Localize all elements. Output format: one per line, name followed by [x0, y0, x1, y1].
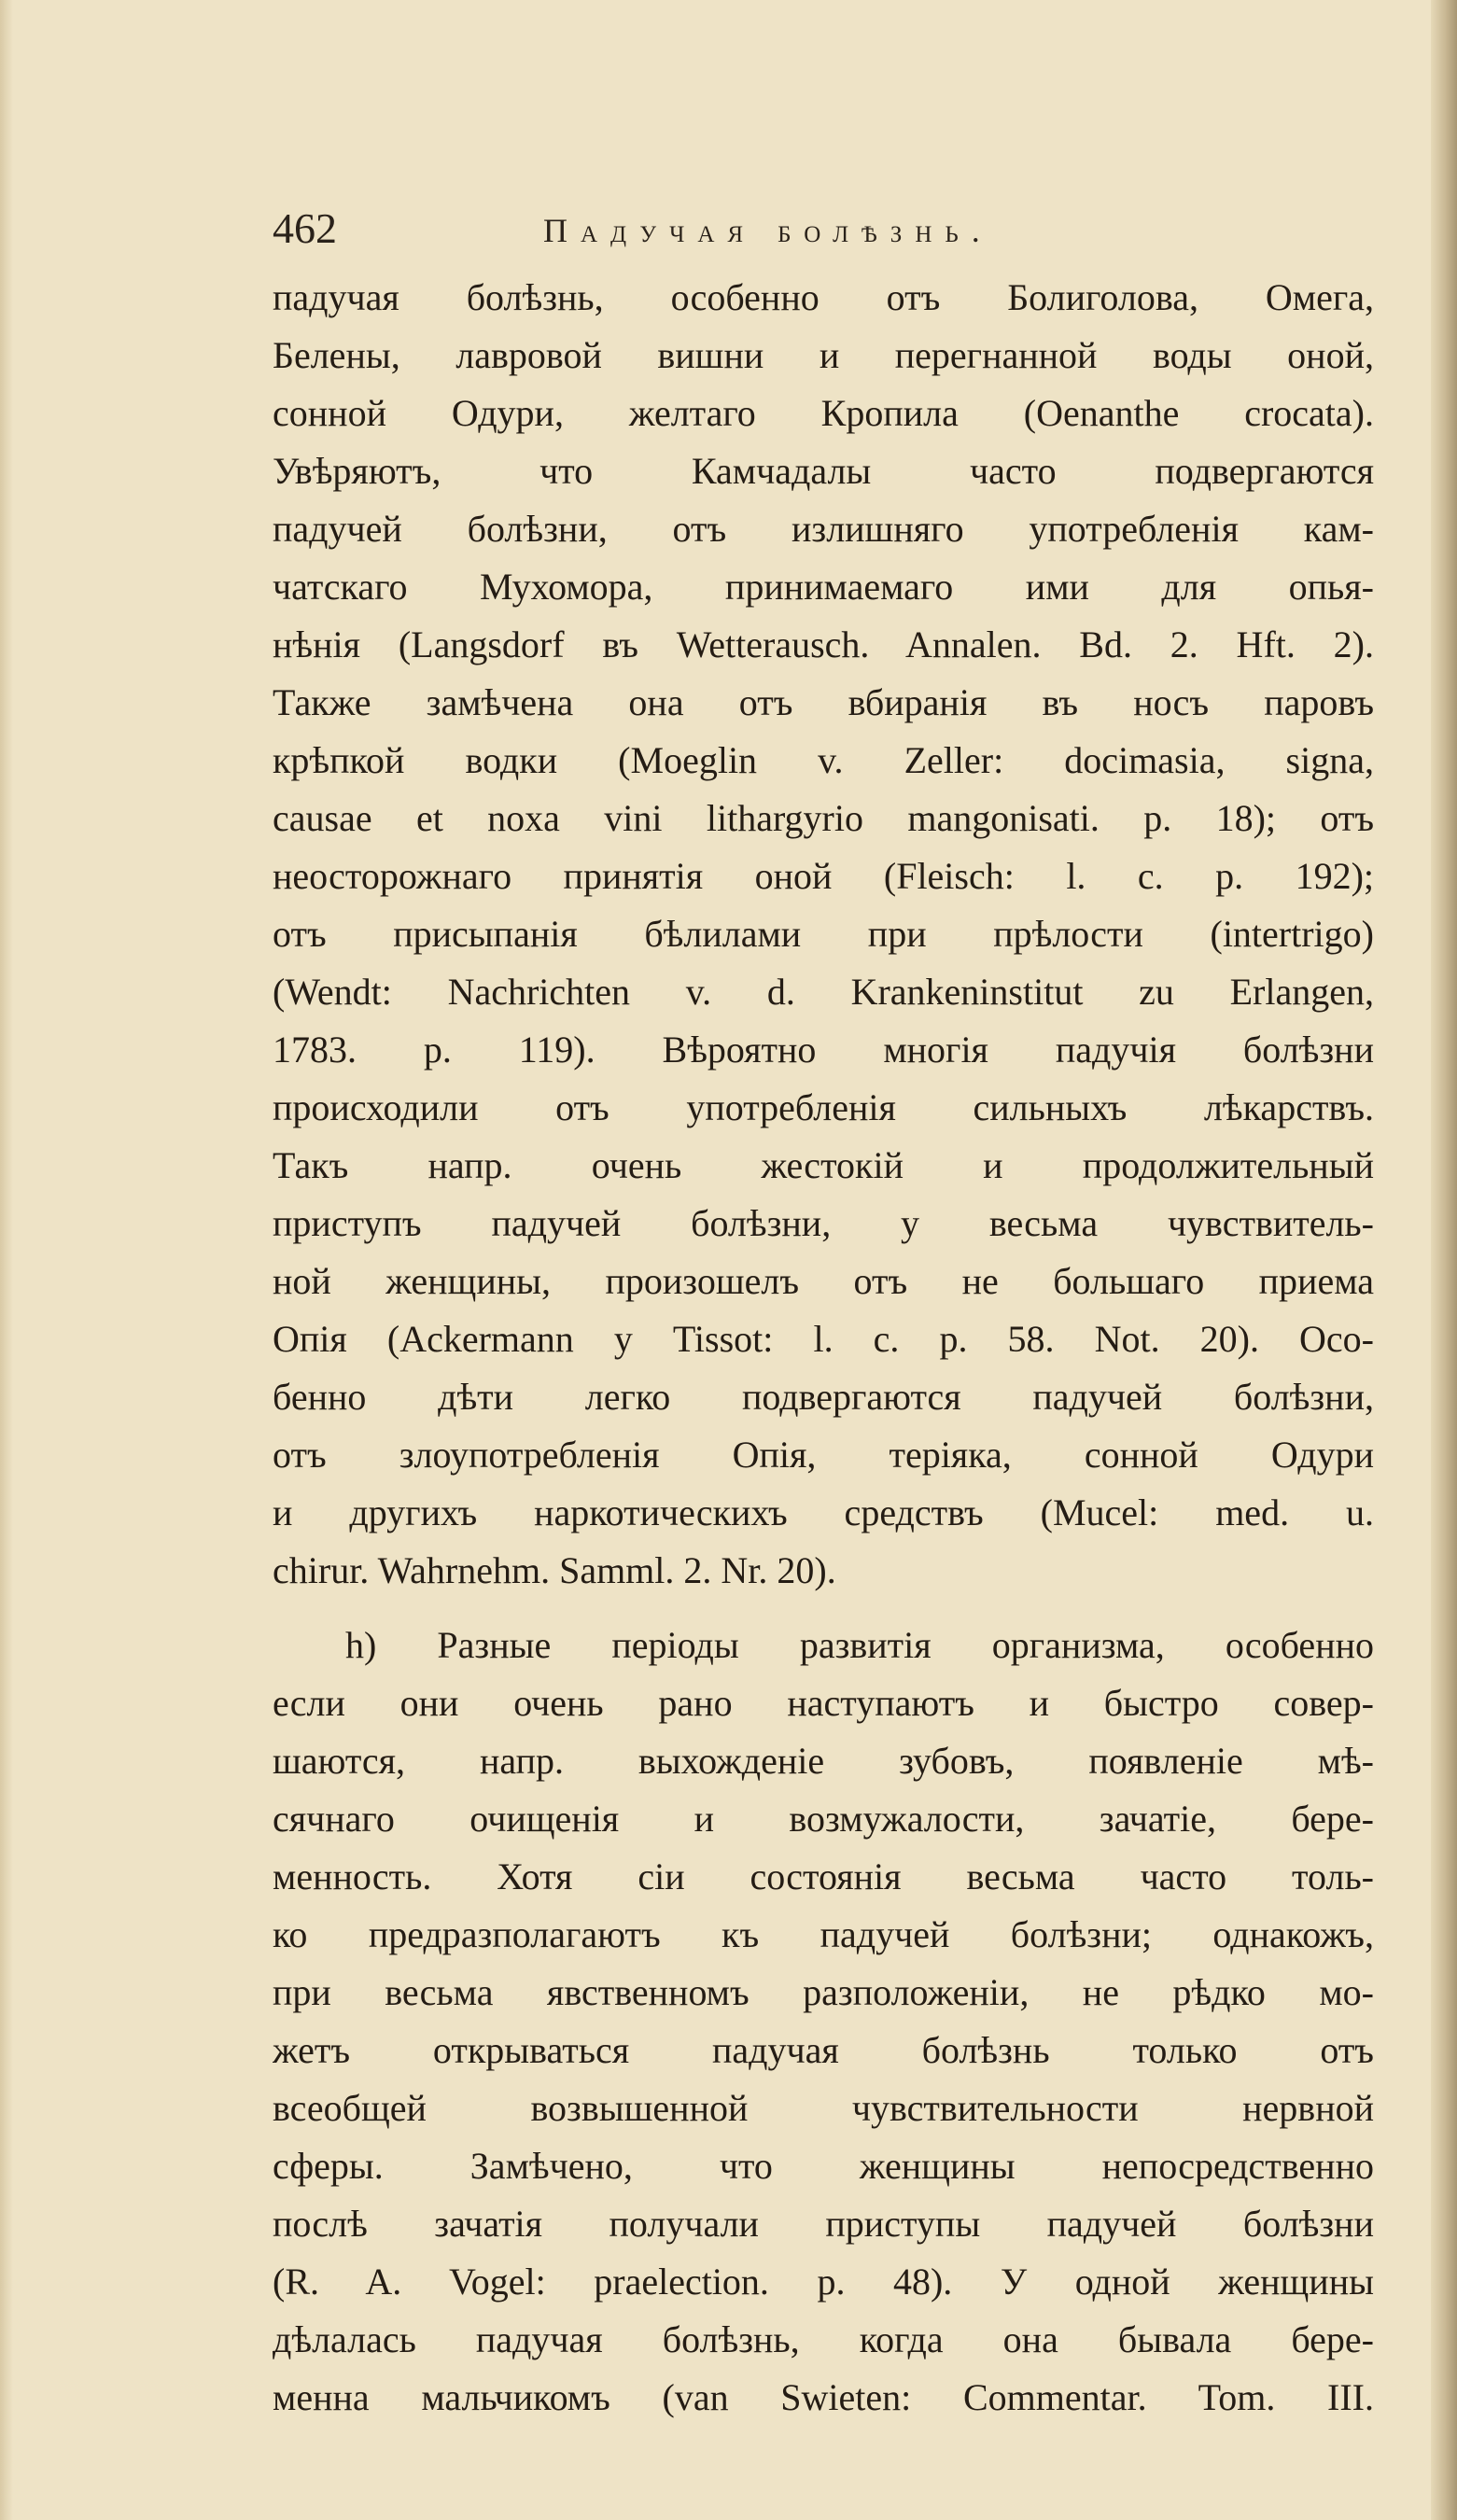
text-line: Опія (Ackermann у Tissot: l. c. p. 58. Not. 20). Осо-: [273, 1318, 1374, 1360]
text-line: ко предразполагаютъ къ падучей болѣзни; однакожъ,: [273, 1913, 1374, 1955]
text-line: при весьма явственномъ разположеніи, не рѣдко мо-: [273, 1971, 1374, 2013]
text-line: сонной Одури, желтаго Кропила (Oenanthe crocata).: [273, 392, 1374, 434]
running-title: Падучая болѣзнь.: [543, 212, 993, 249]
text-line: чатскаго Мухомора, принимаемаго ими для опья-: [273, 566, 1374, 608]
text-line: отъ злоупотребленія Опія, теріяка, сонной Одури: [273, 1434, 1374, 1476]
text-line: менна мальчикомъ (van Swieten: Commentar. Tom. III.: [273, 2376, 1374, 2418]
text-line: Также замѣчена она отъ вбиранія въ носъ паровъ: [273, 681, 1374, 723]
page-header: [273, 201, 1374, 257]
text-line: шаются, напр. выхожденіе зубовъ, появленіе мѣ-: [273, 1740, 1374, 1782]
text-line: h) Разные періоды развитія организма, особенно: [345, 1624, 1374, 1666]
text-line: происходили отъ употребленія сильныхъ лѣкарствъ.: [273, 1086, 1374, 1128]
text-line: крѣпкой водки (Moeglin v. Zeller: docimasia, signa,: [273, 739, 1374, 781]
spine-shadow: [1431, 0, 1457, 2520]
text-line: послѣ зачатія получали приступы падучей болѣзни: [273, 2203, 1374, 2245]
paragraph-1: [273, 269, 1374, 1600]
text-line: всеобщей возвышенной чувствительности нервной: [273, 2087, 1374, 2129]
text-line: (R. A. Vogel: praelection. p. 48). У одной женщины: [273, 2261, 1374, 2303]
text-line: менность. Хотя сіи состоянія весьма часто толь-: [273, 1855, 1374, 1897]
page-edge-shadow: [0, 0, 13, 2520]
page-number: 462: [273, 204, 337, 252]
text-line: causae et noxa vini lithargyrio mangonisati. p. 18); отъ: [273, 797, 1374, 839]
text-line: сферы. Замѣчено, что женщины непосредственно: [273, 2145, 1374, 2187]
text-line: 1783. p. 119). Вѣроятно многія падучія болѣзни: [273, 1029, 1374, 1071]
text-line: Такъ напр. очень жестокій и продолжительный: [273, 1144, 1374, 1186]
text-line: chirur. Wahrnehm. Samml. 2. Nr. 20).: [273, 1549, 836, 1591]
text-line: если они очень рано наступаютъ и быстро совер-: [273, 1682, 1374, 1724]
text-line: дѣлалась падучая болѣзнь, когда она бывала бере-: [273, 2318, 1374, 2360]
paragraph-2: [273, 1617, 1374, 2427]
text-line: бенно дѣти легко подвергаются падучей болѣзни,: [273, 1376, 1374, 1418]
paragraph-gap: [273, 1600, 1374, 1617]
body-text: [273, 269, 1374, 2427]
text-line: и другихъ наркотическихъ средствъ (Mucel: med. u.: [273, 1491, 1374, 1533]
text-line: ной женщины, произошелъ отъ не большаго приема: [273, 1260, 1374, 1302]
text-line: отъ присыпанія бѣлилами при прѣлости (intertrigo): [273, 913, 1374, 955]
text-line: Белены, лавровой вишни и перегнанной воды оной,: [273, 334, 1374, 376]
text-line: (Wendt: Nachrichten v. d. Krankeninstitut zu Erlangen,: [273, 971, 1374, 1013]
text-line: падучей болѣзни, отъ излишняго употребленія кам-: [273, 508, 1374, 550]
text-line: Увѣряютъ, что Камчадалы часто подвергаются: [273, 450, 1374, 492]
text-line: жетъ открываться падучая болѣзнь только отъ: [273, 2029, 1374, 2071]
text-line: приступъ падучей болѣзни, у весьма чувствитель-: [273, 1202, 1374, 1244]
text-line: нѣнія (Langsdorf въ Wetterausch. Annalen. Bd. 2. Hft. 2).: [273, 623, 1374, 665]
text-line: сячнаго очищенія и возмужалости, зачатіе, бере-: [273, 1798, 1374, 1840]
text-line: неосторожнаго принятія оной (Fleisch: l. c. p. 192);: [273, 855, 1374, 897]
text-line: падучая болѣзнь, особенно отъ Болиголова, Омега,: [273, 276, 1374, 318]
